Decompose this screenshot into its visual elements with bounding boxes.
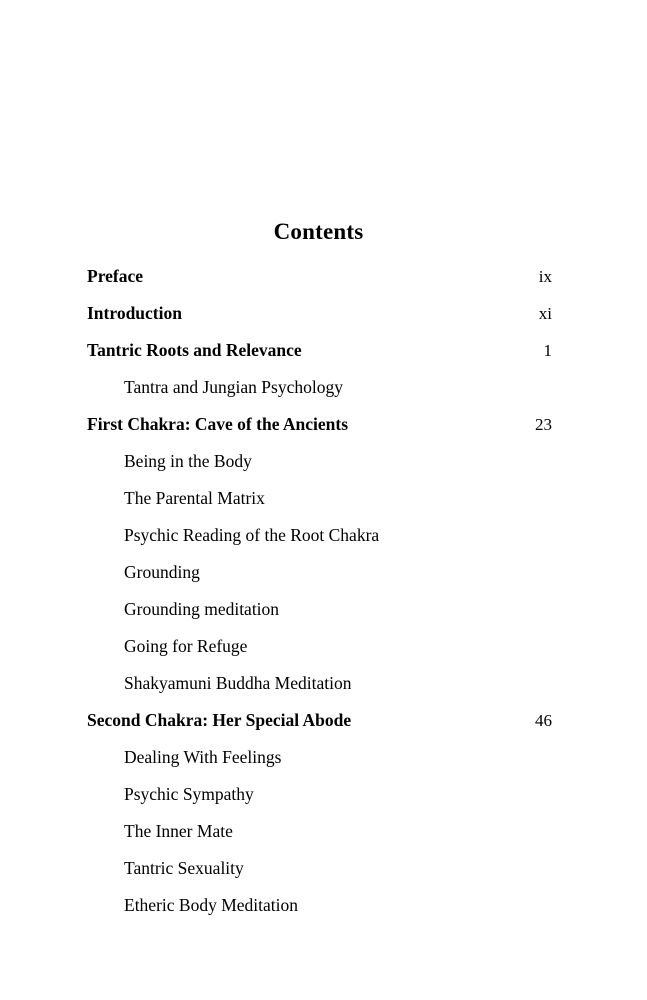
toc-entry-label: Psychic Sympathy — [124, 784, 254, 804]
toc-entry-label: Psychic Reading of the Root Chakra — [124, 525, 380, 545]
toc-entry[interactable] — [87, 821, 552, 858]
toc-entry-page-number: xi — [538, 304, 552, 323]
toc-entry-label: Second Chakra: Her Special Abode — [87, 710, 352, 730]
toc-entry-page-number: 46 — [535, 711, 552, 730]
toc-entry-label: Introduction — [87, 303, 182, 323]
toc-entry-label: Tantric Sexuality — [124, 858, 244, 878]
page-title: Contents — [273, 219, 364, 244]
toc-entry[interactable] — [87, 488, 552, 525]
toc-entry[interactable] — [87, 340, 552, 377]
toc-entry[interactable] — [87, 710, 552, 747]
toc-entry-label: Being in the Body — [124, 451, 252, 471]
toc-entry[interactable] — [87, 599, 552, 636]
toc-entry[interactable] — [87, 414, 552, 451]
toc-container — [87, 220, 552, 932]
toc-entry-label: Grounding — [124, 562, 200, 582]
toc-entry-label: Tantra and Jungian Psychology — [124, 377, 343, 397]
toc-entry-label: The Parental Matrix — [124, 488, 265, 508]
toc-entry[interactable] — [87, 377, 552, 414]
toc-entry-page-number: ix — [538, 267, 552, 286]
toc-entry[interactable] — [87, 673, 552, 710]
toc-entry-page-number: 23 — [535, 415, 552, 434]
toc-entry[interactable] — [87, 747, 552, 784]
toc-entry[interactable] — [87, 562, 552, 599]
toc-entry[interactable] — [87, 303, 552, 340]
toc-entry-page-number: 1 — [543, 341, 552, 360]
toc-entry-label: Dealing With Feelings — [124, 747, 282, 767]
toc-entry-label: First Chakra: Cave of the Ancients — [87, 414, 349, 434]
toc-entry-label: Etheric Body Meditation — [124, 895, 298, 915]
toc-entry[interactable] — [87, 636, 552, 673]
toc-entry[interactable] — [87, 784, 552, 821]
toc-entry-label: The Inner Mate — [124, 821, 233, 841]
toc-entry-label: Grounding meditation — [124, 599, 280, 619]
toc-entry-label: Preface — [87, 266, 144, 286]
toc-entry[interactable] — [87, 858, 552, 895]
toc-entry[interactable] — [87, 525, 552, 562]
toc-entry-label: Going for Refuge — [124, 636, 248, 656]
toc-entry[interactable] — [87, 451, 552, 488]
toc-entry-label: Tantric Roots and Relevance — [87, 340, 302, 360]
toc-entry-label: Shakyamuni Buddha Meditation — [124, 673, 352, 693]
toc-entry[interactable] — [87, 266, 552, 303]
toc-entry[interactable] — [87, 895, 552, 932]
toc-list — [87, 266, 552, 932]
